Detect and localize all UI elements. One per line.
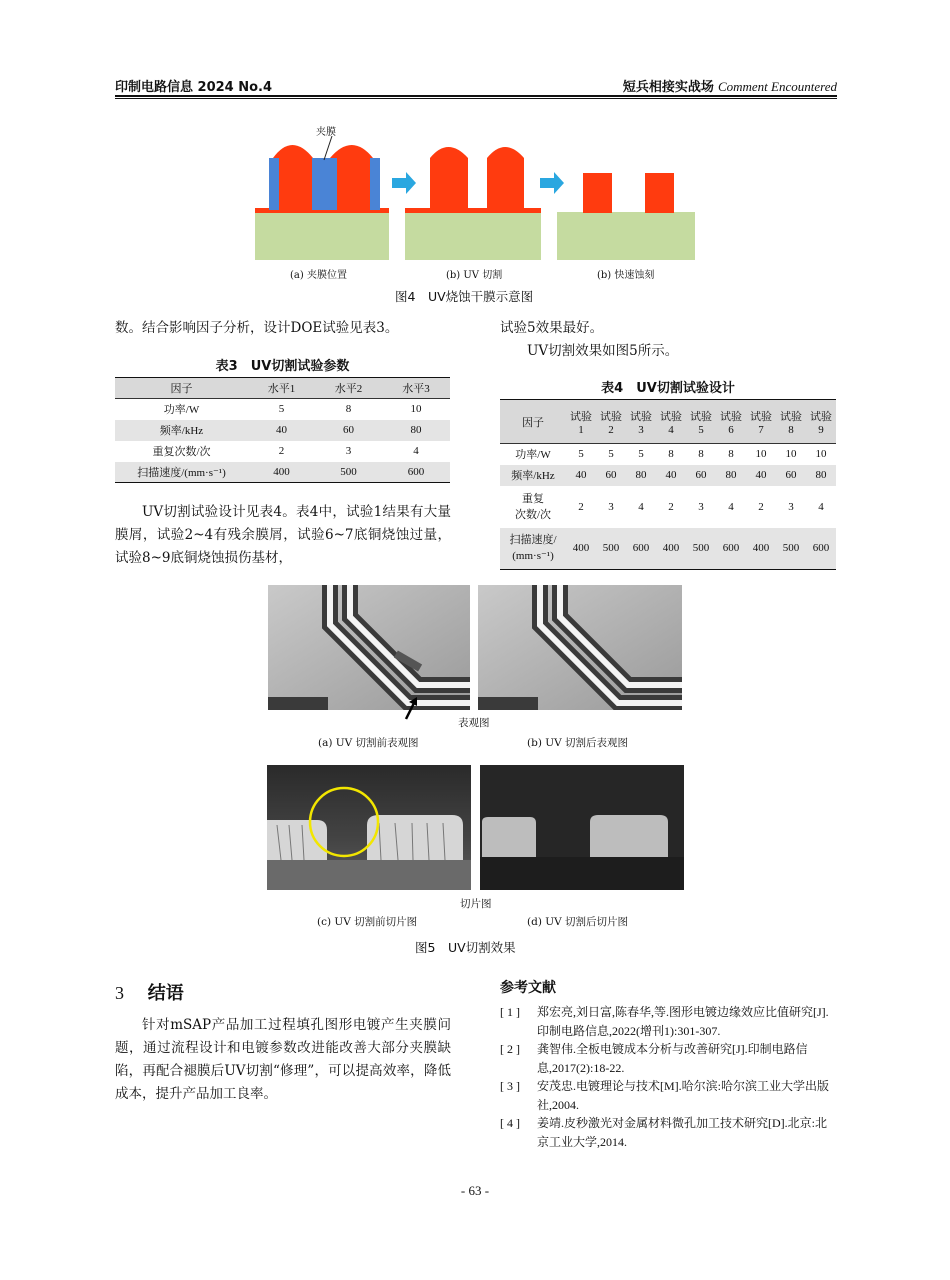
table-cell: 2: [668, 500, 674, 513]
table-cell: 400: [746, 528, 776, 570]
column-name-cn: 短兵相接实战场: [622, 80, 714, 95]
pointer-arrow-icon: [403, 697, 419, 721]
table-cell: 10: [785, 448, 797, 461]
conclusion-paragraph: [115, 1014, 451, 1106]
table-row-label: 频率/kHz: [500, 465, 566, 486]
trial-number: 3: [638, 423, 644, 436]
table-cell: 500: [776, 528, 806, 570]
table-cell: 5: [638, 448, 644, 461]
table-cell: 重复次数/次: [152, 446, 211, 458]
reference-item: [500, 1077, 836, 1114]
table-3-title: 表3 UV切割试验参数: [215, 359, 350, 374]
figure-5-title: 图5 UV切割效果: [415, 940, 516, 955]
trial-number: 7: [758, 423, 764, 436]
table-cell: 40: [566, 465, 596, 486]
paragraph-fig5-ref: UV切割效果如图5所示。: [527, 343, 679, 359]
row-label-line: 重复: [522, 492, 544, 505]
table-4-trial-header: [746, 400, 776, 444]
table-4-trial-header: [566, 400, 596, 444]
figure-4a-caption: (a) 夹膜位置: [290, 270, 347, 281]
table-cell: 600: [626, 528, 656, 570]
reference-text: 郑宏亮,刘日富,陈春华,等.图形电镀边缘效应比值研究[J].印制电路信息,2022(增刊1):301-307.: [537, 1005, 829, 1038]
trial-word: 试验: [600, 410, 622, 423]
reference-item: [500, 1114, 836, 1151]
table-row-label: 功率/W: [515, 449, 551, 462]
table-3-header: 水平2: [315, 378, 382, 399]
table-4-trial-header: [626, 400, 656, 444]
table-cell: 40: [746, 465, 776, 486]
table-cell: 600: [382, 462, 450, 483]
table-cell: 40: [656, 465, 686, 486]
trial-number: 6: [728, 423, 734, 436]
dry-film-right: [370, 158, 380, 210]
table-row: [115, 462, 450, 483]
trial-word: 试验: [750, 410, 772, 423]
table-row: [500, 465, 836, 486]
table-cell: 8: [668, 448, 674, 461]
table-cell: 80: [626, 465, 656, 486]
table-cell: 8: [728, 448, 734, 461]
figure-5b-caption: (b) UV 切割后表观图: [527, 737, 629, 749]
copper-line-c1: [583, 173, 612, 213]
table-cell: 4: [413, 445, 419, 457]
trial-number: 9: [818, 423, 824, 436]
table-3-header: 水平1: [248, 378, 315, 399]
table-row: [115, 399, 450, 420]
figure-4b-caption: (b) UV 切割: [446, 270, 503, 281]
table-cell: 60: [596, 465, 626, 486]
table-cell: 频率/kHz: [115, 420, 248, 441]
table-3-header: 因子: [115, 378, 248, 399]
reference-number: [ 1 ]: [500, 1005, 520, 1019]
table-cell: 4: [818, 500, 824, 513]
surface-view-label: 表观图: [458, 717, 490, 729]
table-3-header: 水平3: [382, 378, 450, 399]
trial-number: 1: [578, 423, 584, 436]
reference-item: [500, 1040, 836, 1077]
header-rule-thin: [115, 98, 837, 99]
table-4-title: 表4 UV切割试验设计: [601, 381, 735, 396]
table-4-trial-header: [806, 400, 836, 444]
table-cell: 40: [248, 420, 315, 441]
figure-5d-caption: (d) UV 切割后切片图: [527, 916, 629, 928]
table-cell: 500: [686, 528, 716, 570]
reference-text: 龚智伟.全板电镀成本分析与改善研究[J].印制电路信息,2017(2):18-22.: [537, 1042, 808, 1075]
figure-4-title: 图4 UV烧蚀干膜示意图: [395, 289, 534, 304]
table-4-trial-header: [686, 400, 716, 444]
table-cell: 2: [578, 500, 584, 513]
table-cell: 3: [788, 500, 794, 513]
table-cell: 400: [566, 528, 596, 570]
page-number: - 63 -: [460, 1183, 490, 1198]
table-row-label: [500, 528, 566, 570]
trial-word: 试验: [570, 410, 592, 423]
table-3-header-row: [115, 378, 450, 399]
table-cell: 4: [638, 500, 644, 513]
table-row: [500, 528, 836, 570]
table-4-factor-header: 因子: [500, 400, 566, 444]
column-name: [623, 76, 837, 95]
trial-word: 试验: [630, 410, 652, 423]
paragraph-best-trial: 试验5效果最好。: [500, 320, 604, 336]
table-cell: 10: [815, 448, 827, 461]
table-cell: 80: [716, 465, 746, 486]
journal-name: 印制电路信息 2024 No.4: [115, 80, 273, 95]
substrate-c: [557, 212, 695, 260]
table-row: [115, 420, 450, 441]
dry-film-left: [269, 158, 279, 210]
table-cell: 400: [656, 528, 686, 570]
table-cell: 4: [728, 500, 734, 513]
arrow-right-icon: [540, 172, 564, 194]
paragraph-doe: [115, 317, 460, 340]
table-cell: 10: [755, 448, 767, 461]
copper-line-c2: [645, 173, 674, 213]
substrate-a: [255, 212, 389, 260]
table-cell: 8: [345, 403, 352, 416]
table-cell: 3: [345, 445, 352, 457]
table-cell: 5: [608, 448, 614, 461]
table-cell: 600: [716, 528, 746, 570]
trial-word: 试验: [660, 410, 682, 423]
table-cell: 2: [278, 445, 285, 457]
table-4: [500, 399, 836, 570]
film-pointer-line: [324, 136, 332, 160]
figure-4: [250, 118, 700, 283]
row-label-line: 次数/次: [514, 508, 552, 521]
table-4-header-row: [500, 400, 836, 444]
row-label-line: (mm·s⁻¹): [512, 550, 554, 563]
table-cell: 400: [248, 462, 315, 483]
table-cell: 扫描速度/(mm·s⁻¹): [115, 462, 248, 483]
table-cell: 600: [806, 528, 836, 570]
table-cell: 2: [758, 500, 764, 513]
table-cell: 80: [382, 420, 450, 441]
trial-number: 2: [608, 423, 614, 436]
table-row: [500, 486, 836, 528]
paragraph-trials-text: UV切割试验设计见表4。表4中，试验1结果有大量膜屑，试验2~4有残余膜屑，试验6~7底铜烧蚀过量，试验8~9底铜烧蚀损伤基材，: [115, 504, 451, 566]
table-4-trial-header: [716, 400, 746, 444]
figure-4-diagram: [250, 118, 700, 268]
header-rule: [115, 95, 837, 97]
photo-surface-after: [478, 585, 682, 710]
running-header: [115, 74, 837, 94]
column-name-en: Comment Encountered: [717, 79, 837, 94]
slice-view-label: 切片图: [460, 898, 492, 910]
table-cell: 500: [315, 462, 382, 483]
row-label-line: 扫描速度/: [509, 534, 557, 547]
photo-surface-before: [268, 585, 470, 710]
table-row: [115, 441, 450, 462]
table-cell: 80: [806, 465, 836, 486]
section-title: 结语: [147, 983, 184, 1004]
section-3-heading: [115, 979, 184, 1005]
table-3: [115, 377, 450, 483]
table-cell: 10: [410, 403, 422, 416]
paragraph-trials: [115, 501, 451, 570]
figure-5c-caption: (c) UV 切割前切片图: [317, 916, 418, 928]
table-cell: 500: [596, 528, 626, 570]
trial-word: 试验: [690, 410, 712, 423]
table-cell: 3: [608, 500, 614, 513]
reference-number: [ 3 ]: [500, 1079, 520, 1093]
section-number: 3: [115, 983, 124, 1003]
reference-number: [ 4 ]: [500, 1116, 520, 1130]
trial-word: 试验: [810, 410, 832, 423]
trial-number: 5: [698, 423, 704, 436]
trial-number: 4: [668, 423, 674, 436]
substrate-b: [405, 212, 541, 260]
table-4-trial-header: [656, 400, 686, 444]
table-cell: 5: [278, 403, 285, 416]
table-row: [500, 444, 836, 465]
table-cell: 功率/W: [163, 404, 200, 417]
trial-word: 试验: [720, 410, 742, 423]
film-label: 夹膜: [316, 127, 336, 138]
table-cell: 5: [578, 448, 584, 461]
conclusion-text: 针对mSAP产品加工过程填孔图形电镀产生夹膜问题，通过流程设计和电镀参数改进能改善大部分夹膜缺陷，再配合褪膜后UV切割“修理”，可以提高效率，降低成本，提升产品加工良率。: [115, 1017, 451, 1102]
paragraph-right: [500, 317, 836, 363]
figure-5a-caption: (a) UV 切割前表观图: [318, 737, 419, 749]
copper-line-b1: [430, 147, 468, 210]
table-4-trial-header: [596, 400, 626, 444]
reference-number: [ 2 ]: [500, 1042, 520, 1056]
photo-slice-before: [267, 765, 471, 890]
table-cell: 60: [686, 465, 716, 486]
reference-item: [500, 1003, 836, 1040]
photo-slice-after: [480, 765, 684, 890]
table-cell: 8: [698, 448, 704, 461]
table-cell: 3: [698, 500, 704, 513]
copper-line-b2: [487, 147, 524, 210]
arrow-right-icon: [392, 172, 416, 194]
reference-text: 安茂忠.电镀理论与技术[M].哈尔滨:哈尔滨工业大学出版社,2004.: [537, 1079, 829, 1112]
table-4-trial-header: [776, 400, 806, 444]
table-row-label: [500, 486, 566, 528]
reference-text: 姜靖.皮秒激光对金属材料微孔加工技术研究[D].北京:北京工业大学,2014.: [537, 1116, 827, 1149]
dry-film-middle: [312, 158, 337, 210]
table-cell: 60: [315, 420, 382, 441]
paragraph-doe-text: 数。结合影响因子分析，设计DOE试验见表3。: [115, 320, 399, 336]
figure-4c-caption: (b) 快速蚀刻: [597, 270, 655, 281]
trial-word: 试验: [780, 410, 802, 423]
table-cell: 60: [776, 465, 806, 486]
references-title: 参考文献: [500, 980, 556, 996]
trial-number: 8: [788, 423, 794, 436]
